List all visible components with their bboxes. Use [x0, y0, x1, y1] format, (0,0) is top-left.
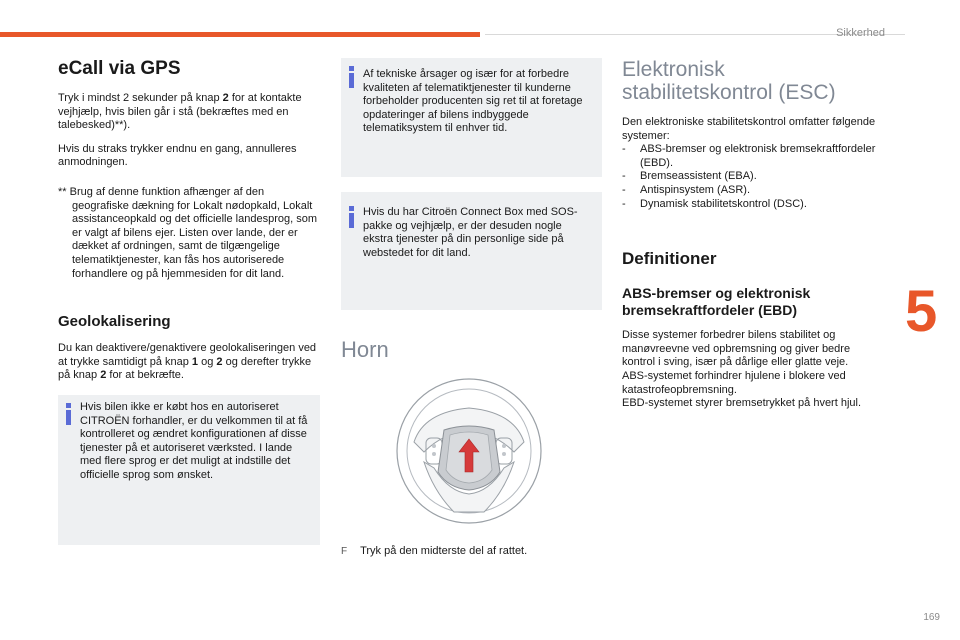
definitions-title: Definitioner — [622, 249, 717, 269]
list-item: - ABS-bremser og elektronisk bremsekraftfordeler (EBD). — [622, 143, 884, 170]
horn-instruction — [341, 545, 527, 557]
chapter-number: 5 — [905, 279, 938, 344]
abs-paragraph-3: EBD-systemet styrer bremsetrykket på hvert hjul. — [622, 397, 862, 410]
text-run: Tryk i mindst 2 sekunder på knap — [58, 92, 223, 104]
list-item: - Antispinsystem (ASR). — [622, 184, 884, 198]
info-icon — [66, 403, 71, 425]
button-ref: 2 — [100, 369, 107, 382]
text-run: for at bekræfte. — [106, 369, 184, 382]
info-box-dealer — [58, 395, 320, 545]
geolocation-title: Geolokalisering — [58, 313, 171, 331]
esc-title — [622, 58, 884, 104]
button-ref: 1 — [191, 355, 199, 368]
list-item: - Dynamisk stabilitetskontrol (DSC). — [622, 198, 884, 212]
esc-intro: Den elektroniske stabilitetskontrol omfatter følgende systemer: — [622, 116, 876, 142]
abs-title: ABS-bremser og elektronisk bremsekraftfordeler (EBD) — [622, 285, 811, 319]
info-connect-text: Hvis du har Citroën Connect Box med SOS-pakke og vejhjælp, er der desuden nogle ekstra tjenester på din personlige side på webstedet for dit land. — [363, 206, 578, 259]
info-box-connect — [341, 192, 602, 310]
info-dealer-text: Hvis bilen ikke er købt hos en autoriseret CITROËN forhandler, er du velkommen til at få kontrolleret og ændret konfigurationen af disse tjenester på et autoriseret værksted. I lande med flere sprog er det muligt at indstille det officielle sprog som ønsket. — [80, 400, 308, 481]
text-run: og derefter trykke på knap — [58, 355, 312, 382]
section-title: Sikkerhed — [836, 27, 885, 39]
ecall-title: eCall via GPS — [58, 58, 181, 79]
button-ref: 2 — [216, 355, 223, 368]
text-run: Du kan deaktivere/genaktivere geolokaliseringen ved at trykke samtidigt på knap — [58, 342, 317, 368]
column-ecall — [58, 58, 320, 545]
esc-title-line-2: stabilitetskontrol (ESC) — [622, 81, 836, 104]
esc-systems-list — [622, 143, 884, 211]
info-updates-text: Af tekniske årsager og især for at forbedre kvaliteten af telematiktjenester til kunderne forbeholder producenten sig ret til at foretage opdateringer af bilens indbyggede telematiksystem til enhver tid. — [363, 68, 583, 135]
ecall-paragraph-1 — [58, 92, 320, 133]
button-ref: 2 — [222, 92, 229, 104]
column-esc — [622, 58, 884, 411]
list-item: - Bremseassistent (EBA). — [622, 170, 884, 184]
header-accent-bar — [0, 32, 480, 37]
abs-paragraph-1: Disse systemer forbedrer bilens stabilitet og manøvreevne ved opbremsning og giver bedre kontrol i sving, især på dårlige eller glatte veje. — [622, 329, 851, 369]
esc-title-line-1: Elektronisk — [622, 58, 725, 81]
info-box-updates — [341, 58, 602, 177]
ecall-paragraph-2: Hvis du straks trykker endnu en gang, annulleres anmodningen. — [58, 142, 297, 169]
text-run: og — [198, 355, 217, 368]
page-number: 169 — [923, 612, 940, 623]
info-icon — [349, 66, 354, 88]
horn-title: Horn — [341, 337, 389, 362]
info-icon — [349, 206, 354, 228]
abs-paragraph-2: ABS-systemet forhindrer hjulene i blokere ved katastrofeopbremsning. — [622, 369, 846, 396]
ecall-footnote: ** Brug af denne funktion afhænger af den geografiske dækning for Lokalt nødopkald, Lokalt assistanceopkald og det officielle landesprog, som er valgt af bilens ejer. Listen over lande, der er dækket af ordningen, samt de tilgængelige telematiktjenester, kan fås hos autoriserede forhandlere og på hjemmesiden for dit land. — [58, 185, 318, 280]
text-run: for at kontakte vejhjælp, hvis bilen går i stå (bekræftes med en talebesked)**). — [58, 92, 302, 132]
steering-wheel-illustration — [394, 372, 544, 530]
geolocation-paragraph — [58, 342, 320, 383]
bullet-arrow-icon: F — [341, 546, 348, 557]
horn-instruction-text: Tryk på den midterste del af rattet. — [360, 545, 528, 557]
column-horn — [341, 58, 602, 361]
